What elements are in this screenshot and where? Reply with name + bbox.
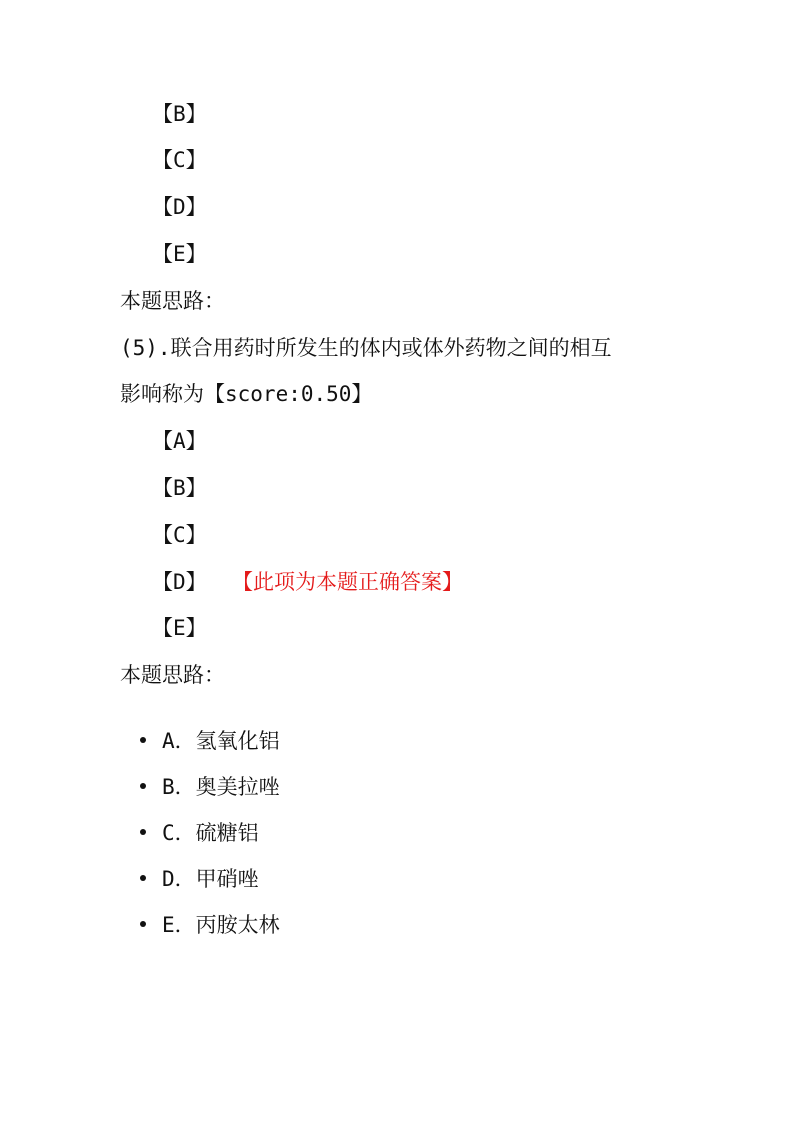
list-item (140, 820, 259, 846)
question-text-line-1: (5).联合用药时所发生的体内或体外药物之间的相互 (120, 336, 612, 360)
bullet-icon (140, 875, 146, 881)
list-item-text: B．奥美拉唑 (162, 775, 280, 799)
list-item-text: A．氢氧化铝 (162, 729, 280, 753)
option-a: 【A】 (152, 429, 207, 453)
analysis-label: 本题思路： (120, 289, 225, 313)
option-e: 【E】 (152, 616, 207, 640)
list-item-text: E．丙胺太林 (162, 913, 280, 937)
list-item (140, 912, 280, 938)
option-b: 【B】 (152, 476, 207, 500)
bullet-icon (140, 921, 146, 927)
bullet-icon (140, 783, 146, 789)
list-item (140, 866, 259, 892)
option-d: 【D】 (152, 570, 207, 594)
list-item-text: D．甲硝唑 (162, 867, 259, 891)
question-text-line-2: 影响称为【score:0.50】 (120, 382, 373, 406)
option-c: 【C】 (152, 523, 207, 547)
list-item (140, 774, 280, 800)
option-c-top: 【C】 (152, 148, 207, 172)
option-d-top: 【D】 (152, 195, 207, 219)
correct-answer-note: 【此项为本题正确答案】 (232, 570, 463, 594)
bullet-icon (140, 829, 146, 835)
bullet-icon (140, 737, 146, 743)
analysis-label: 本题思路： (120, 663, 225, 687)
option-b-top: 【B】 (152, 102, 207, 126)
list-item-text: C．硫糖铝 (162, 821, 259, 845)
option-e-top: 【E】 (152, 242, 207, 266)
list-item (140, 728, 280, 754)
